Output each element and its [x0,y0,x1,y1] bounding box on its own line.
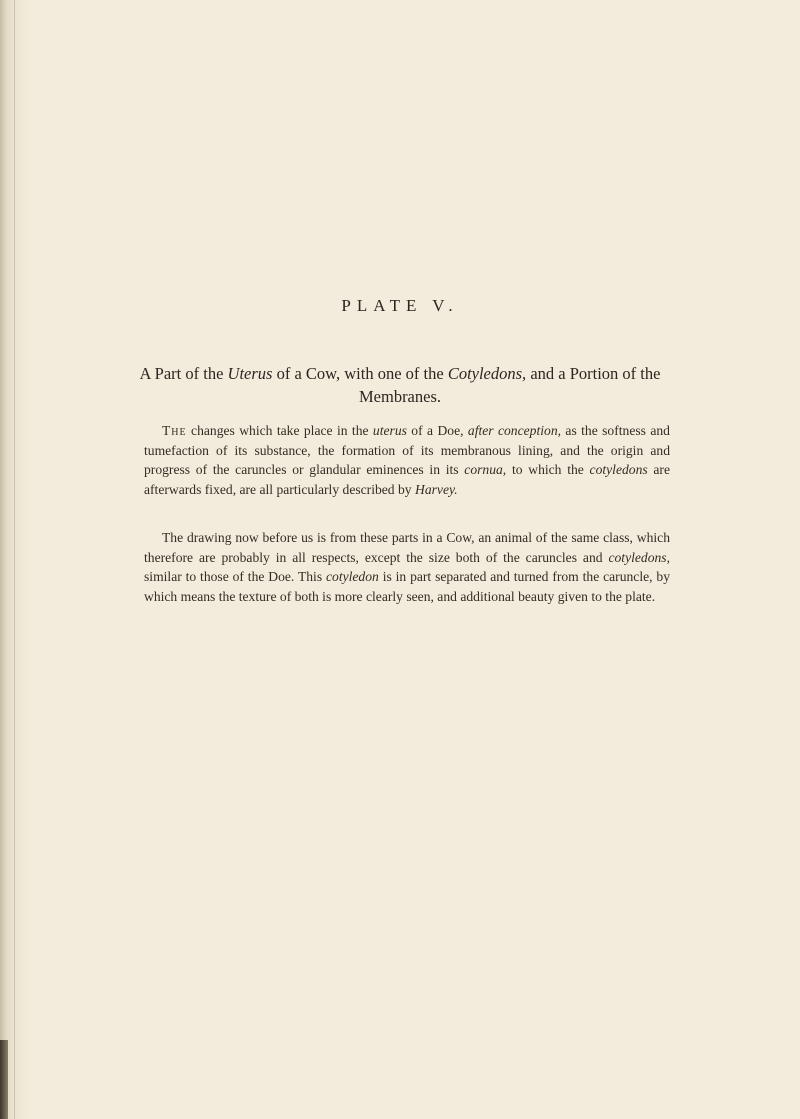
paragraph-1-text-5: are afterwards fixed, are all particularly described by [144,462,670,497]
paragraph-2-text-1: The drawing now before us is from these parts in a Cow, an animal of the same class, which therefore are probably in all respects, except the size both of the caruncles and [144,530,670,565]
page-corner-binding [0,1040,8,1119]
paragraph-1-italic-2: after conception, [467,423,562,438]
page-spine-shadow [0,0,30,1119]
paragraph-2-text-2: similar to those of the Doe. This [144,569,326,585]
paragraph-1-lead: The [162,423,187,438]
paragraph-2 [144,528,670,606]
plate-title: PLATE V. [341,296,459,315]
paragraph-1-text-4: to which the [506,462,590,478]
paragraph-1-italic-5: Harvey. [415,481,458,497]
paragraph-1-text-3: as the softness and tumefaction of its substance, the formation of its membranous lining, and the origin and progress of the caruncles or glandular eminences in its [144,423,670,478]
paragraph-2-italic-1: cotyledons, [608,549,670,565]
paragraph-1-italic-4: cotyledons [589,462,648,478]
paragraph-1-italic-1: uterus [372,423,407,438]
paragraph-2-text-3: is in part separated and turned from the caruncle, by which means the texture of both is more clearly seen, and additional beauty given to the plate. [144,569,670,604]
paragraph-1-italic-3: cornua, [464,462,507,478]
paragraph-2-italic-2: cotyledon [325,569,379,585]
paragraph-1-text-1: changes which take place in the [186,423,373,438]
page-binding-line [14,0,15,1119]
heading-cotyledons: Cotyledons, [447,364,527,383]
heading-text-2: of a Cow, with one of the [272,364,448,383]
heading-uterus: Uterus [227,364,273,383]
plate-heading [130,362,670,408]
heading-text-1: A Part of the [139,364,228,383]
heading-text-3: and a Portion of the Membranes. [358,364,661,406]
paragraph-1 [144,421,670,499]
paragraph-1-text-2: of a Doe, [406,423,468,438]
